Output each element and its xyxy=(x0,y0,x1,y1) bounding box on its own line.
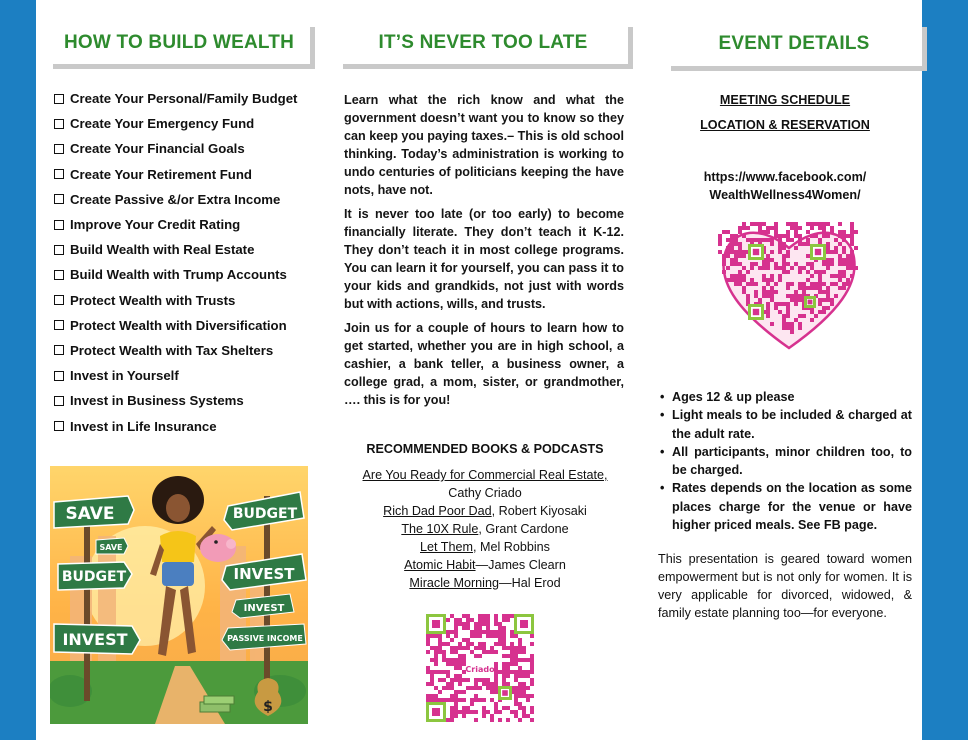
heading-event-details: EVENT DETAILS xyxy=(666,22,922,66)
money-bag-symbol: $ xyxy=(263,699,273,715)
checkbox-icon xyxy=(54,371,64,381)
book-entry xyxy=(340,538,630,556)
sign-text: SAVE xyxy=(65,504,115,524)
qr-center-label: Criado xyxy=(465,665,495,674)
checklist-item-label: Build Wealth with Trump Accounts xyxy=(70,267,287,283)
intro-paragraph-3: Join us for a couple of hours to learn how to get started, whether you are in high school, a cashier, a bank teller, a business owner, a college grad, a mom, sister, or grandmother, …. this is for you! xyxy=(344,321,624,407)
sign-text: SAVE xyxy=(99,543,123,552)
checkbox-icon xyxy=(54,94,64,104)
checklist-item xyxy=(54,237,297,262)
book-entry xyxy=(340,574,630,592)
checkbox-icon xyxy=(54,421,64,431)
sign-budget-left xyxy=(58,562,132,590)
piggy-bank-icon xyxy=(200,534,236,562)
qr-finder-marker xyxy=(498,686,512,700)
qr-code-heart[interactable] xyxy=(718,222,860,352)
wealth-checklist xyxy=(54,86,297,439)
checklist-item xyxy=(54,86,297,111)
heading-never-too-late: IT’S NEVER TOO LATE xyxy=(338,22,628,64)
books-heading: RECOMMENDED BOOKS & PODCASTS xyxy=(366,442,604,456)
qr-code-books[interactable] xyxy=(426,614,534,722)
book-sep: , xyxy=(472,540,480,554)
checklist-item-label: Create Your Financial Goals xyxy=(70,141,245,157)
cash-stack-icon xyxy=(200,696,234,712)
checkbox-icon xyxy=(54,345,64,355)
book-sep: — xyxy=(475,558,489,572)
qr-finder-marker xyxy=(426,614,446,634)
book-title[interactable]: Rich Dad Poor Dad xyxy=(383,504,492,518)
intro-paragraph-2: It is never too late (or too early) to become financially literate. They don’t teach it K-12. They don’t teach it in most college programs. You can learn it for yourself, you can pass it to your kids and grandkids, not just with words but with actions, wills, and trusts. xyxy=(344,207,624,311)
closing-paragraph: This presentation is geared toward women empowerment but is not only for women. It is very applicable for divorced, widowed, & family estate planning too—for everyone. xyxy=(658,552,912,620)
sign-text: INVEST xyxy=(233,565,295,583)
book-author: Mel Robbins xyxy=(479,540,550,554)
checklist-item xyxy=(54,212,297,237)
checkbox-icon xyxy=(54,119,64,129)
book-entry xyxy=(340,484,630,502)
checkbox-icon xyxy=(54,295,64,305)
checklist-item-label: Invest in Business Systems xyxy=(70,393,244,409)
checklist-item-label: Improve Your Credit Rating xyxy=(70,217,241,233)
checklist-item xyxy=(54,288,297,313)
checklist-item-label: Protect Wealth with Tax Shelters xyxy=(70,342,274,358)
checklist-item xyxy=(54,111,297,136)
event-detail-item: • Rates depends on the location as some places charge for the venue or have higher priced meals. See FB page. xyxy=(660,479,912,534)
location-reservation-link[interactable]: LOCATION & RESERVATION xyxy=(700,118,870,132)
qr-finder-marker xyxy=(748,304,764,320)
meeting-schedule-link[interactable]: MEETING SCHEDULE xyxy=(719,93,851,107)
checklist-item-label: Create Your Emergency Fund xyxy=(70,116,255,132)
checklist-item xyxy=(54,363,297,388)
book-entry xyxy=(340,502,630,520)
book-title[interactable]: Let Them xyxy=(420,540,473,554)
checkbox-icon xyxy=(54,220,64,230)
event-details-list xyxy=(660,388,912,534)
book-entry xyxy=(340,556,630,574)
book-author: Hal Erod xyxy=(511,576,561,590)
facebook-url-line2: WealthWellness4Women/ xyxy=(709,188,861,202)
book-entry xyxy=(340,520,630,538)
wealth-illustration xyxy=(50,466,308,724)
event-detail-item: • Light meals to be included & charged at the adult rate. xyxy=(660,406,912,443)
facebook-url[interactable] xyxy=(660,168,910,204)
event-detail-item: • Ages 12 & up please xyxy=(660,388,912,406)
checklist-item-label: Invest in Life Insurance xyxy=(70,418,217,434)
checklist-item xyxy=(54,136,297,161)
sign-invest-left xyxy=(54,624,140,654)
checklist-item-label: Create Your Retirement Fund xyxy=(70,166,252,182)
checkbox-icon xyxy=(54,194,64,204)
facebook-url-line1: https://www.facebook.com/ xyxy=(703,170,867,184)
sign-text: INVEST xyxy=(62,630,128,649)
checklist-item xyxy=(54,162,297,187)
qr-finder-marker xyxy=(804,296,816,308)
book-entry xyxy=(340,466,630,484)
event-detail-item: • All participants, minor children too, to be charged. xyxy=(660,443,912,480)
checklist-item xyxy=(54,388,297,413)
book-title[interactable]: Atomic Habit xyxy=(404,558,476,572)
books-list xyxy=(340,466,630,592)
sign-text: PASSIVE INCOME xyxy=(227,634,303,643)
checkbox-icon xyxy=(54,396,64,406)
qr-finder-marker xyxy=(810,244,826,260)
book-sep: , xyxy=(478,522,486,536)
book-title[interactable]: Are You Ready for Commercial Real Estate, xyxy=(362,468,608,482)
book-sep: , xyxy=(491,504,499,518)
checklist-item-label: Create Passive &/or Extra Income xyxy=(70,191,281,207)
sign-save-small xyxy=(96,538,128,554)
checklist-item-label: Create Your Personal/Family Budget xyxy=(70,91,298,107)
sign-text: BUDGET xyxy=(232,506,298,522)
checklist-item xyxy=(54,313,297,338)
intro-paragraph-1: Learn what the rich know and what the government doesn’t want you to know so they can keep you paying taxes.– This is old school thinking. Today’s administration is working to undo centuries of politicians keeping the have nots, have not. xyxy=(344,93,624,197)
book-author: Cathy Criado xyxy=(448,486,522,500)
qr-finder-marker xyxy=(748,244,764,260)
qr-finder-marker xyxy=(426,702,446,722)
checklist-item xyxy=(54,262,297,287)
checklist-item-label: Build Wealth with Real Estate xyxy=(70,242,255,258)
qr-finder-marker xyxy=(514,614,534,634)
book-author: Grant Cardone xyxy=(485,522,569,536)
book-title[interactable]: The 10X Rule xyxy=(401,522,479,536)
heading-how-to-build-wealth: HOW TO BUILD WEALTH xyxy=(48,22,310,64)
sign-text: INVEST xyxy=(243,603,285,614)
checkbox-icon xyxy=(54,270,64,280)
book-sep: — xyxy=(499,576,512,590)
checklist-item-label: Invest in Yourself xyxy=(70,368,179,384)
checkbox-icon xyxy=(54,320,64,330)
checklist-item xyxy=(54,187,297,212)
checkbox-icon xyxy=(54,245,64,255)
checklist-item-label: Protect Wealth with Trusts xyxy=(70,292,236,308)
sign-save xyxy=(54,496,134,528)
checkbox-icon xyxy=(54,169,64,179)
book-title[interactable]: Miracle Morning xyxy=(409,576,499,590)
sign-text: BUDGET xyxy=(61,569,127,585)
book-author: Robert Kiyosaki xyxy=(498,504,587,518)
checklist-item xyxy=(54,338,297,363)
checklist-item-label: Protect Wealth with Diversification xyxy=(70,317,287,333)
checkbox-icon xyxy=(54,144,64,154)
book-author: James Clearn xyxy=(488,558,566,572)
checklist-item xyxy=(54,413,297,438)
